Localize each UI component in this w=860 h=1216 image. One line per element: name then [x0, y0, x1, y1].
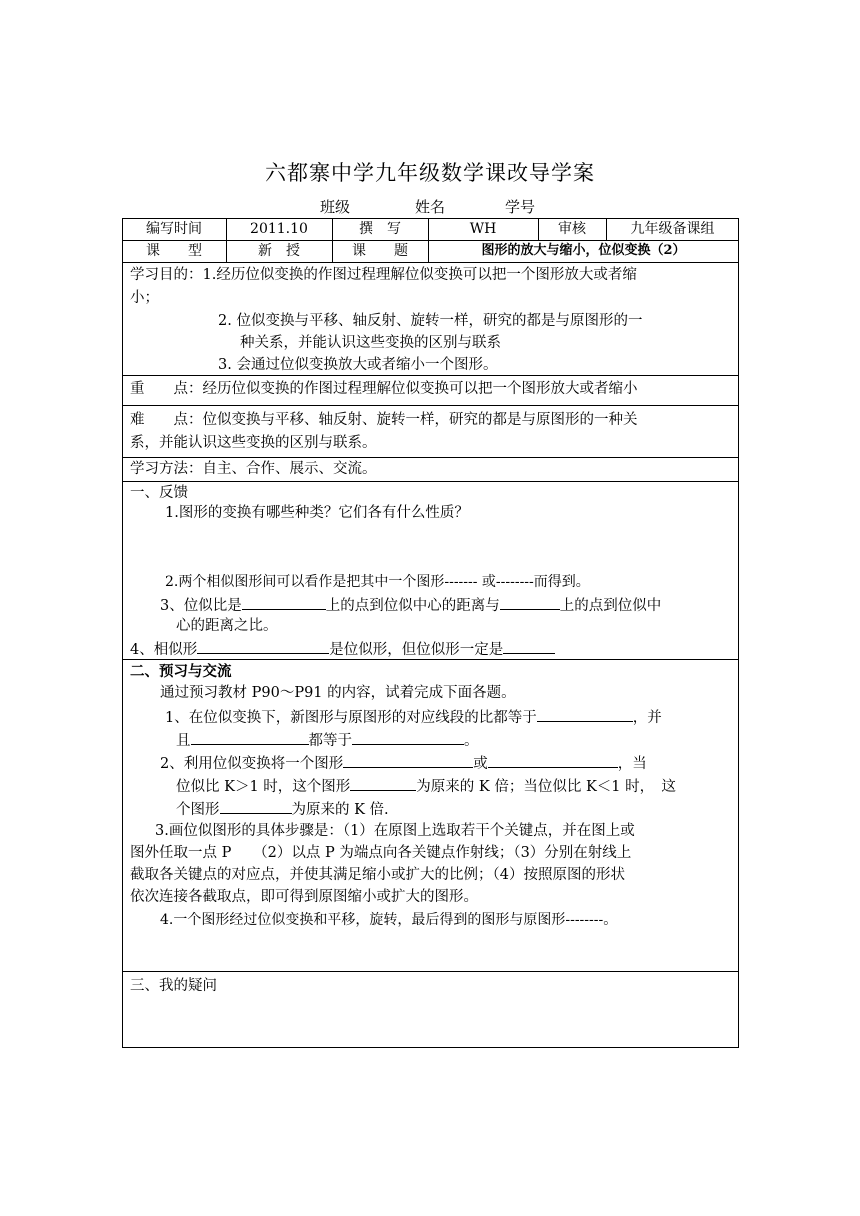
p2-text: 为原来的 K 倍.: [291, 802, 389, 818]
goal-line: 学习目的：1.经历位似变换的作图过程理解位似变换可以把一个图形放大或者缩: [130, 267, 637, 283]
difficulty-line: 难 点：位似变换与平移、轴反射、旋转一样，研究的都是与原图形的一种关: [130, 412, 638, 428]
author-value: WH: [469, 221, 497, 237]
section2-heading: 二、预习与交流: [130, 663, 232, 680]
p2-text: 或: [473, 756, 488, 772]
p1-text: 且: [176, 733, 191, 749]
section1-heading: 一、反馈: [130, 485, 188, 501]
section3-heading: 三、我的疑问: [130, 978, 217, 994]
question-3-cont: 心的距离之比。: [176, 618, 278, 634]
p2-text: 个图形: [176, 802, 220, 818]
goal-line: 2. 位似变换与平移、轴反射、旋转一样，研究的都是与原图形的一: [218, 313, 643, 329]
p1-text: 都等于: [308, 733, 352, 749]
q4-text: 4、相似形: [130, 642, 198, 658]
reviewer-label: 审核: [558, 221, 586, 237]
q3-text: 上的点到位似中: [559, 598, 662, 614]
p2-text: 2、利用位似变换将一个图形: [160, 756, 344, 772]
topic-value: 图形的放大与缩小，位似变换（2）: [481, 243, 686, 258]
answer-blank[interactable]: [488, 752, 618, 768]
p2-text: 位似比 K＞1 时，这个图形: [176, 779, 351, 795]
preview-item-4: 4.一个图形经过位似变换和平移，旋转，最后得到的图形与原图形--------。: [160, 912, 618, 928]
preview-item-2: [160, 752, 647, 775]
goal-line: 3. 会通过位似变换放大或者缩小一个图形。: [218, 357, 498, 373]
difficulty-line: 系，并能认识这些变换的区别与联系。: [130, 435, 377, 451]
preview-intro: 通过预习教材 P90～P91 的内容，试着完成下面各题。: [160, 685, 516, 701]
row-divider: [122, 971, 739, 972]
preview-item-2-cont: [176, 798, 389, 821]
reviewer-value: 九年级备课组: [630, 221, 715, 237]
question-2: 2.两个相似图形间可以看作是把其中一个图形------- 或--------而得到。: [165, 574, 590, 590]
answer-blank[interactable]: [191, 729, 309, 745]
answer-blank[interactable]: [352, 729, 464, 745]
learning-method: 学习方法：自主、合作、展示、交流。: [130, 461, 377, 477]
lesson-type-label: 课 型: [146, 243, 202, 259]
class-label: 班级: [320, 198, 351, 216]
answer-blank[interactable]: [537, 706, 633, 722]
question-4: [130, 638, 555, 661]
p2-text: ，当: [617, 756, 647, 772]
answer-blank[interactable]: [220, 798, 292, 814]
answer-blank[interactable]: [242, 594, 326, 610]
q3-text: 上的点到位似中心的距离与: [325, 598, 500, 614]
preview-item-1: [165, 706, 662, 729]
key-point: 重 点：经历位似变换的作图过程理解位似变换可以把一个图形放大或者缩小: [130, 381, 638, 397]
topic-label: 课 题: [352, 243, 408, 259]
goal-line: 种关系，并能认识这些变换的区别与联系: [240, 335, 501, 351]
answer-blank[interactable]: [343, 752, 473, 768]
author-time-label: 编写时间: [146, 221, 202, 237]
preview-item-3: 截取各关键点的对应点，并使其满足缩小或扩大的比例；（4）按照原图的形状: [130, 867, 625, 883]
row-divider: [122, 481, 739, 482]
answer-blank[interactable]: [500, 594, 560, 610]
goal-line: 小；: [130, 290, 159, 306]
preview-item-3: 图外任取一点 P （2）以点 P 为端点向各关键点作射线；（3）分别在射线上: [130, 845, 632, 861]
row-divider: [122, 457, 739, 458]
question-1: 1.图形的变换有哪些种类？它们各有什么性质？: [165, 505, 469, 521]
answer-blank[interactable]: [197, 638, 329, 654]
lesson-type-value: 新 授: [258, 243, 300, 259]
q4-text: 是位似形，但位似形一定是: [329, 642, 504, 658]
preview-item-3: 3.画位似图形的具体步骤是：（1）在原图上选取若干个关键点，并在图上或: [155, 823, 635, 839]
question-3: [160, 594, 661, 617]
p1-text: 。: [464, 733, 479, 749]
p1-text: ，并: [632, 710, 662, 726]
page-title: 六都寨中学九年级数学课改导学案: [265, 161, 595, 185]
preview-item-2-cont: [176, 775, 676, 798]
author-time-value: 2011.10: [250, 221, 308, 237]
row-divider: [122, 405, 739, 406]
row-divider: [122, 262, 739, 263]
preview-item-3: 依次连接各截取点，即可得到原图缩小或扩大的图形。: [130, 889, 478, 905]
author-label: 撰 写: [359, 221, 401, 237]
student-number-label: 学号: [505, 198, 536, 216]
p1-text: 1、在位似变换下，新图形与原图形的对应线段的比都等于: [165, 710, 537, 726]
p2-text: 为原来的 K 倍；当位似比 K＜1 时， 这: [416, 779, 676, 795]
questions-answer-area[interactable]: [124, 998, 736, 1046]
preview-item-1-cont: [176, 729, 479, 752]
name-label: 姓名: [415, 198, 446, 216]
answer-blank[interactable]: [350, 775, 416, 791]
q3-text: 3、位似比是: [160, 598, 242, 614]
answer-blank[interactable]: [503, 638, 555, 654]
